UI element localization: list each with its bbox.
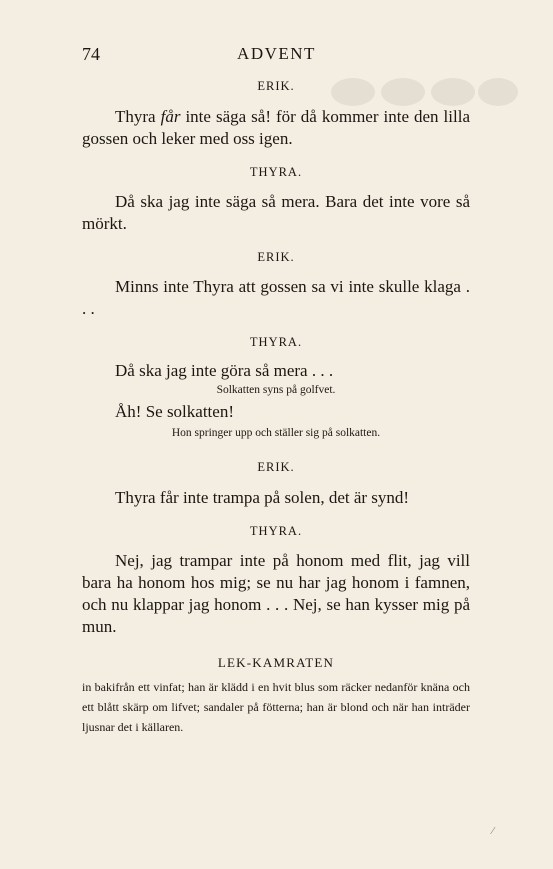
- speaker-label: ERIK.: [257, 79, 295, 93]
- page-header: [0, 44, 553, 68]
- speech-paragraph: Minns inte Thyra att gossen sa vi inte skulle klaga . . .: [82, 277, 470, 318]
- print-mark: ⁄: [492, 826, 494, 837]
- scene-title: LEK-KAMRATEN: [217, 655, 335, 670]
- speech-text: Thyra: [115, 107, 161, 126]
- emphasized-word: får: [160, 107, 181, 126]
- speech-paragraph: Nej, jag trampar inte på honom med flit, jag vill bara ha honom hos mig; se nu har jag honom i famnen, och nu klappar jag honom . . . Nej, se han kysser mig på mun.: [82, 551, 470, 636]
- speech-paragraph: Då ska jag inte säga så mera. Bara det inte vore så mörkt.: [82, 192, 470, 233]
- speaker-label: ERIK.: [257, 250, 295, 264]
- speaker-label: THYRA.: [249, 165, 303, 179]
- running-title: ADVENT: [237, 44, 316, 63]
- speaker-label: THYRA.: [249, 335, 303, 349]
- stage-direction: Hon springer upp och ställer sig på solkatten.: [171, 427, 381, 439]
- page-number: 74: [82, 44, 100, 64]
- speaker-label: THYRA.: [249, 524, 303, 538]
- page-content: [82, 78, 470, 737]
- speaker-label: ERIK.: [257, 460, 295, 474]
- speech-paragraph: Då ska jag inte göra så mera . . .: [115, 361, 334, 380]
- stage-direction: Solkatten syns på golfvet.: [216, 384, 336, 396]
- speech-paragraph: Thyra får inte trampa på solen, det är synd!: [115, 488, 410, 507]
- speech-paragraph: [82, 106, 470, 150]
- scene-description: in bakifrån ett vinfat; han är klädd i en hvit blus som räcker nedanför knäna och ett blått skärp om lifvet; sandaler på fötterna; han är blond och när han inträder ljusnar det i källaren.: [82, 680, 470, 734]
- speech-paragraph: Åh! Se solkatten!: [115, 402, 234, 421]
- speech-text: inte säga så! för då kommer inte den lilla gossen och leker med oss igen.: [82, 107, 470, 148]
